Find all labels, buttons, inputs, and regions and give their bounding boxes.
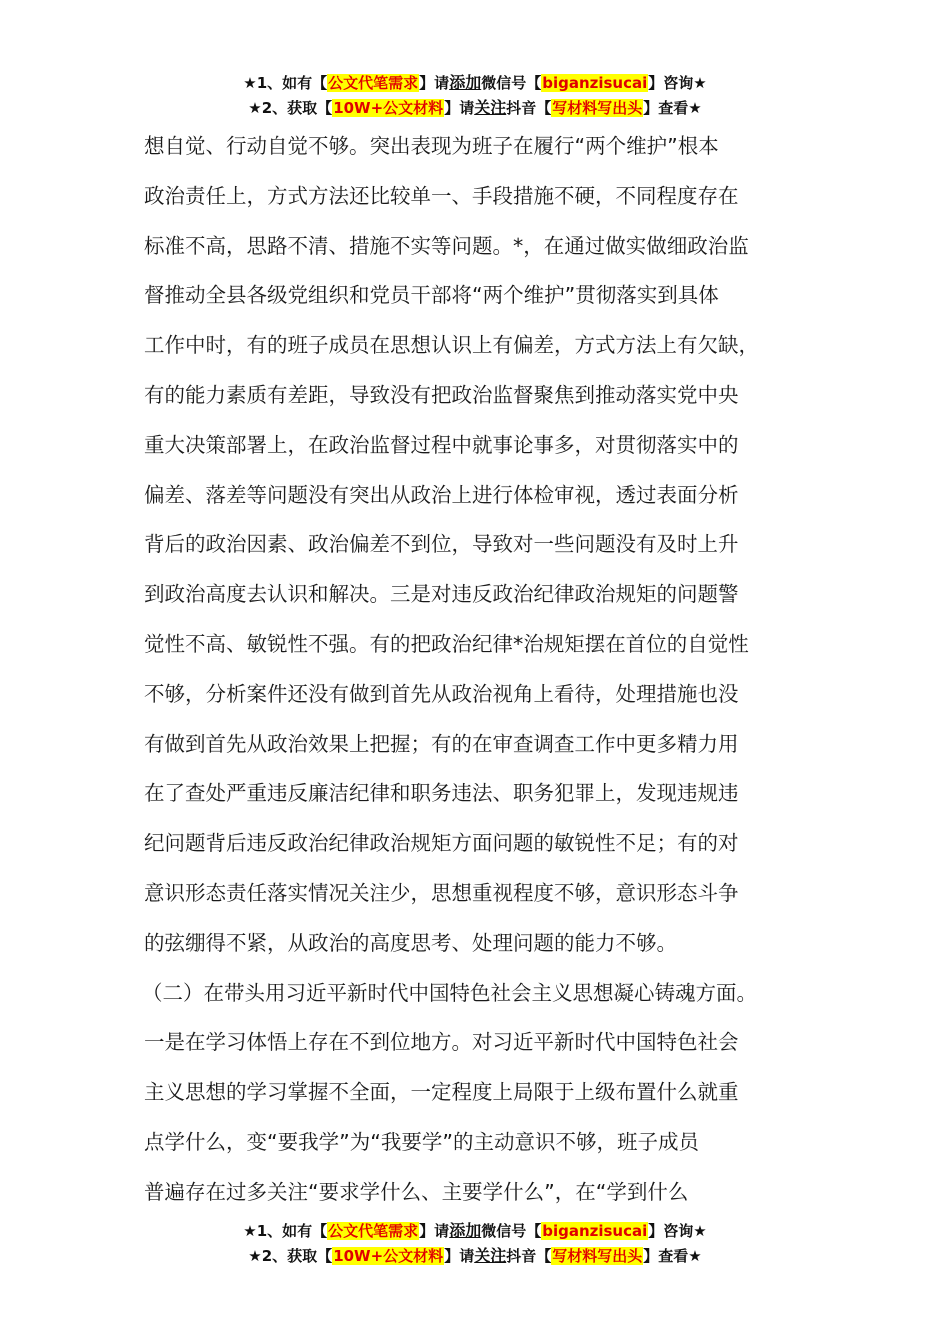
paragraph-line: 觉性不高、敏锐性不强。有的把政治纪律*治规矩摆在首位的自觉性 <box>144 631 749 656</box>
paragraph-line: 的弦绷得不紧，从政治的高度思考、处理问题的能力不够。 <box>144 930 677 955</box>
banner-highlight: 写材料写出头 <box>552 1247 643 1265</box>
paragraph-line: 政治责任上，方式方法还比较单一、手段措施不硬，不同程度存在 <box>144 183 739 208</box>
paragraph-line: 意识形态责任落实情况关注少，思想重视程度不够，意识形态斗争 <box>144 880 739 905</box>
paragraph-line: 纪问题背后违反政治纪律政治规矩方面问题的敏锐性不足；有的对 <box>144 831 739 856</box>
section-heading: （二）在带头用习近平新时代中国特色社会主义思想凝心铸魂方面。 <box>142 980 757 1005</box>
banner-emphasis: 关注 <box>474 1246 507 1265</box>
banner-text: ★2、获取【 <box>248 1247 333 1265</box>
paragraph-line: 背后的政治因素、政治偏差不到位，导致对一些问题没有及时上升 <box>144 532 739 557</box>
banner-text: 】请 <box>419 74 450 92</box>
banner-text: 】咨询★ <box>648 74 707 92</box>
banner-text: 抖音【 <box>506 1247 552 1265</box>
banner-text: 】查看★ <box>643 1247 702 1265</box>
banner-line-1 <box>0 1218 950 1243</box>
banner-text: 】查看★ <box>643 99 702 117</box>
banner-text: 微信号【 <box>481 74 542 92</box>
paragraph-line: 偏差、落差等问题没有突出从政治上进行体检审视，透过表面分析 <box>144 482 739 507</box>
paragraph-line: 工作中时，有的班子成员在思想认识上有偏差，方式方法上有欠缺， <box>144 333 759 358</box>
banner-highlight: 10W+公文材料 <box>333 1247 444 1265</box>
banner-emphasis: 添加 <box>449 73 482 92</box>
banner-text: ★2、获取【 <box>248 99 333 117</box>
banner-emphasis: 关注 <box>474 98 507 117</box>
banner-text: 微信号【 <box>481 1222 542 1240</box>
banner-text: 】请 <box>444 1247 475 1265</box>
banner-highlight: 公文代笔需求 <box>328 1222 419 1240</box>
paragraph-line: 重大决策部署上，在政治监督过程中就事论事多，对贯彻落实中的 <box>144 432 739 457</box>
banner-text: 】请 <box>444 99 475 117</box>
banner-text: 抖音【 <box>506 99 552 117</box>
paragraph-line: 在了查处严重违反廉洁纪律和职务违法、职务犯罪上，发现违规违 <box>144 781 739 806</box>
paragraph-line: 有做到首先从政治效果上把握；有的在审查调查工作中更多精力用 <box>144 731 739 756</box>
banner-highlight: 10W+公文材料 <box>333 99 444 117</box>
paragraph-line: 督推动全县各级党组织和党员干部将“两个维护”贯彻落实到具体 <box>144 283 719 308</box>
banner-text: ★1、如有【 <box>243 1222 328 1240</box>
paragraph-line: 点学什么，变“要我学”为“我要学”的主动意识不够，班子成员 <box>144 1129 699 1154</box>
banner-text: 】请 <box>419 1222 450 1240</box>
paragraph-line: 一是在学习体悟上存在不到位地方。对习近平新时代中国特色社会 <box>144 1030 739 1055</box>
banner-line-1 <box>0 70 950 95</box>
paragraph-line: 不够，分析案件还没有做到首先从政治视角上看待，处理措施也没 <box>144 681 739 706</box>
banner-highlight: biganzisucai <box>542 1222 648 1240</box>
banner-line-2 <box>0 95 950 120</box>
paragraph-line: 有的能力素质有差距，导致没有把政治监督聚焦到推动落实党中央 <box>144 382 739 407</box>
banner-line-2 <box>0 1243 950 1268</box>
footer-banner <box>0 1218 950 1268</box>
paragraph-line: 主义思想的学习掌握不全面，一定程度上局限于上级布置什么就重 <box>144 1080 739 1105</box>
header-banner <box>0 70 950 120</box>
document-body <box>144 122 844 1218</box>
banner-text: ★1、如有【 <box>243 74 328 92</box>
banner-highlight: 公文代笔需求 <box>328 74 419 92</box>
banner-highlight: 写材料写出头 <box>552 99 643 117</box>
banner-emphasis: 添加 <box>449 1221 482 1240</box>
paragraph-line: 普遍存在过多关注“要求学什么、主要学什么”，在“学到什么 <box>144 1179 689 1204</box>
paragraph-line: 到政治高度去认识和解决。三是对违反政治纪律政治规矩的问题警 <box>144 582 739 607</box>
banner-text: 】咨询★ <box>648 1222 707 1240</box>
paragraph-line: 标准不高，思路不清、措施不实等问题。*，在通过做实做细政治监 <box>144 233 749 258</box>
banner-highlight: biganzisucai <box>542 74 648 92</box>
paragraph-line: 想自觉、行动自觉不够。突出表现为班子在履行“两个维护”根本 <box>144 134 719 158</box>
